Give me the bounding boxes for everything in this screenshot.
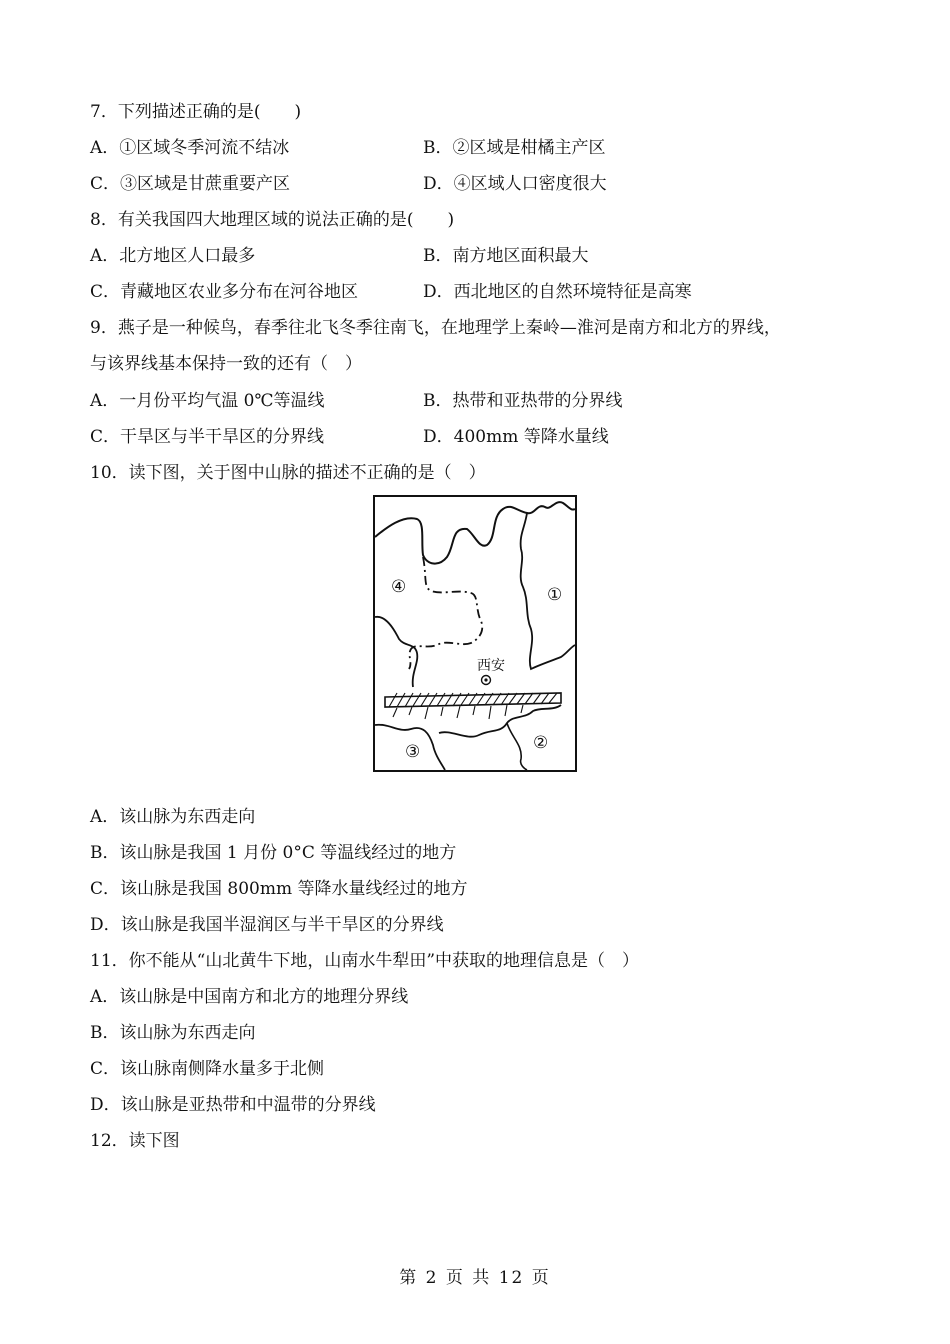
q10-option-a: A．该山脉为东西走向 [90, 807, 256, 827]
qinling-map-figure [373, 495, 577, 772]
q11-option-a: A．该山脉是中国南方和北方的地理分界线 [90, 987, 409, 1007]
map-label-3: ③ [405, 742, 421, 762]
q9-option-b: B．热带和亚热带的分界线 [423, 391, 623, 411]
q10-option-b: B．该山脉是我国 1 月份 0°C 等温线经过的地方 [90, 843, 457, 863]
q11-option-b: B．该山脉为东西走向 [90, 1023, 256, 1043]
south-divider-line [507, 723, 527, 770]
north-boundary-line [375, 502, 575, 563]
q8-option-b: B．南方地区面积最大 [423, 246, 589, 266]
q11-stem: 11．你不能从“山北黄牛下地，山南水牛犁田”中获取的地理信息是（ ） [90, 951, 640, 971]
q8-option-d: D．西北地区的自然环境特征是高寒 [423, 282, 692, 302]
q9-option-c: C．干旱区与半干旱区的分界线 [90, 427, 325, 447]
q7-option-a: A．①区域冬季河流不结冰 [90, 138, 290, 158]
q9-option-a: A．一月份平均气温 0℃等温线 [90, 391, 325, 411]
q7-option-c: C．③区域是甘蔗重要产区 [90, 174, 291, 194]
q9-stem-line1: 9．燕子是一种候鸟，春季往北飞冬季往南飞，在地理学上秦岭—淮河是南方和北方的界线， [90, 318, 781, 338]
q8-option-a: A．北方地区人口最多 [90, 246, 256, 266]
map-label-2: ② [533, 733, 549, 753]
q11-option-c: C．该山脉南侧降水量多于北侧 [90, 1059, 325, 1079]
west-boundary-line [375, 617, 417, 687]
map-label-4: ④ [391, 577, 407, 597]
q11-option-d: D．该山脉是亚热带和中温带的分界线 [90, 1095, 376, 1115]
page-footer: 第 2 页 共 12 页 [399, 1268, 551, 1288]
southeast-boundary-line [439, 705, 561, 737]
q7-option-d: D．④区域人口密度很大 [423, 174, 607, 194]
q7-stem: 7．下列描述正确的是( ) [90, 102, 302, 122]
q9-option-d: D．400mm 等降水量线 [423, 427, 609, 447]
map-city-label: 西安 [477, 658, 505, 674]
map-label-1: ① [547, 585, 563, 605]
province-dashed-boundary [409, 557, 482, 669]
q10-stem: 10．读下图，关于图中山脉的描述不正确的是（ ） [90, 463, 486, 483]
q8-option-c: C．青藏地区农业多分布在河谷地区 [90, 282, 359, 302]
q7-option-b: B．②区域是柑橘主产区 [423, 138, 606, 158]
q10-option-d: D．该山脉是我国半湿润区与半干旱区的分界线 [90, 915, 444, 935]
map-drawing [375, 497, 575, 770]
q12-stem: 12．读下图 [90, 1131, 180, 1151]
q8-stem: 8．有关我国四大地理区域的说法正确的是( ) [90, 210, 455, 230]
q9-stem-line2: 与该界线基本保持一致的还有（ ） [90, 354, 362, 374]
q10-option-c: C．该山脉是我国 800mm 等降水量线经过的地方 [90, 879, 468, 899]
